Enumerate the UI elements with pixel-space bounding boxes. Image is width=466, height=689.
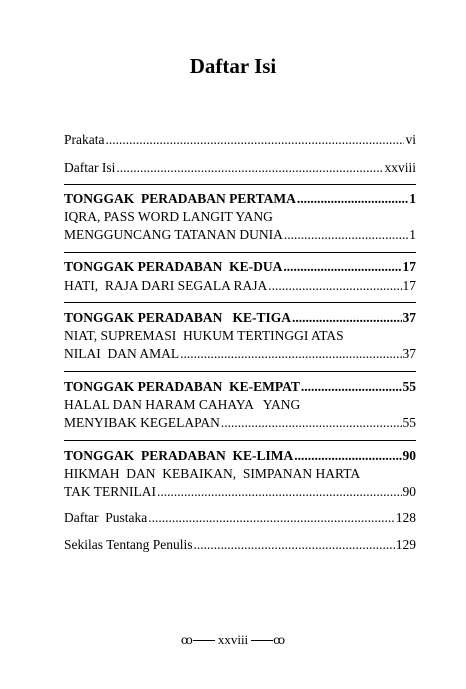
dot-leader — [268, 277, 401, 294]
toc-entry-sekilas-penulis[interactable] — [64, 536, 416, 553]
dot-leader — [292, 309, 401, 326]
toc-page-number: xxviii — [384, 160, 416, 175]
toc-heading-label: TONGGAK PERADABAN KE-DUA — [64, 259, 283, 274]
section-divider — [64, 440, 416, 441]
toc-entry-halal[interactable] — [64, 414, 416, 431]
toc-page-number: 90 — [402, 484, 416, 499]
dot-leader — [221, 414, 402, 431]
dot-leader — [284, 226, 408, 243]
toc-entry-label: MENGGUNCANG TATANAN DUNIA — [64, 227, 283, 242]
toc-page-number: 17 — [402, 259, 416, 274]
section-divider — [64, 302, 416, 303]
dot-leader — [297, 190, 408, 207]
toc-page-number: 1 — [409, 191, 416, 206]
toc-heading-label: TONGGAK PERADABAN KE-TIGA — [64, 310, 292, 325]
ornament-right-icon: ꝏ — [273, 633, 286, 647]
toc-entry-iqra[interactable] — [64, 226, 416, 243]
section-divider — [64, 252, 416, 253]
toc-entry-label: NIAT, SUPREMASI HUKUM TERTINGGI ATAS — [64, 328, 344, 343]
footer-page-number: xxviii — [217, 632, 249, 647]
toc-entry-hati[interactable] — [64, 277, 416, 294]
toc-entry-label: HALAL DAN HARAM CAHAYA YANG — [64, 397, 301, 412]
toc-page-number: 37 — [402, 346, 416, 361]
toc-entry-label: Sekilas Tentang Penulis — [64, 537, 193, 552]
toc-entry-line — [64, 465, 416, 482]
toc-heading-label: TONGGAK PERADABAN KE-EMPAT — [64, 379, 300, 394]
page-title: Daftar Isi — [189, 54, 277, 78]
toc-entry-line — [64, 396, 416, 413]
toc-entry-label: Daftar Isi — [64, 160, 116, 175]
toc-entry-label: HIKMAH DAN KEBAIKAN, SIMPANAN HARTA — [64, 466, 361, 481]
toc-page-number: 90 — [402, 448, 416, 463]
toc-page-number: vi — [405, 132, 416, 147]
toc-heading-label: TONGGAK PERADABAN KE-LIMA — [64, 448, 294, 463]
toc-heading-ke-tiga[interactable] — [64, 309, 416, 326]
toc-entry-prakata[interactable] — [64, 131, 416, 148]
toc-page-number: 37 — [402, 310, 416, 325]
toc-entry-label: MENYIBAK KEGELAPAN — [64, 415, 220, 430]
ornament-left-icon: ꝏ — [180, 633, 193, 647]
toc-entry-label: Prakata — [64, 132, 105, 147]
toc-entry-hikmah[interactable] — [64, 483, 416, 500]
dot-leader — [301, 378, 402, 395]
toc-entry-daftar-pustaka[interactable] — [64, 509, 416, 526]
toc-page-number: 1 — [409, 227, 416, 242]
toc-entry-line — [64, 208, 416, 225]
section-divider — [64, 371, 416, 372]
dot-leader — [105, 131, 404, 148]
dot-leader — [148, 509, 395, 526]
toc-heading-ke-empat[interactable] — [64, 378, 416, 395]
toc-entry-label: Daftar Pustaka — [64, 510, 148, 525]
toc-page-number: 55 — [402, 379, 416, 394]
toc-entry-line — [64, 327, 416, 344]
toc-page-number: 128 — [395, 510, 416, 525]
dot-leader — [180, 345, 401, 362]
section-divider — [64, 184, 416, 185]
toc-entry-niat[interactable] — [64, 345, 416, 362]
page-footer — [0, 630, 466, 650]
toc-page-number: 17 — [402, 278, 416, 293]
toc-entry-label: HATI, RAJA DARI SEGALA RAJA — [64, 278, 268, 293]
dot-leader — [283, 258, 401, 275]
toc-entry-label: IQRA, PASS WORD LANGIT YANG — [64, 209, 273, 224]
toc-entry-label: NILAI DAN AMAL — [64, 346, 180, 361]
toc-heading-label: TONGGAK PERADABAN PERTAMA — [64, 191, 296, 206]
dot-leader — [194, 536, 395, 553]
toc-entry-label: TAK TERNILAI — [64, 484, 157, 499]
dot-leader — [294, 447, 401, 464]
toc-page-number: 55 — [402, 415, 416, 430]
dot-leader — [157, 483, 401, 500]
toc-heading-pertama[interactable] — [64, 190, 416, 207]
toc-heading-ke-lima[interactable] — [64, 447, 416, 464]
toc-entry-daftar-isi[interactable] — [64, 159, 416, 176]
toc-heading-ke-dua[interactable] — [64, 258, 416, 275]
dot-leader — [116, 159, 383, 176]
footer-rule-right — [251, 640, 273, 641]
toc-page-number: 129 — [395, 537, 416, 552]
footer-rule-left — [193, 640, 215, 641]
